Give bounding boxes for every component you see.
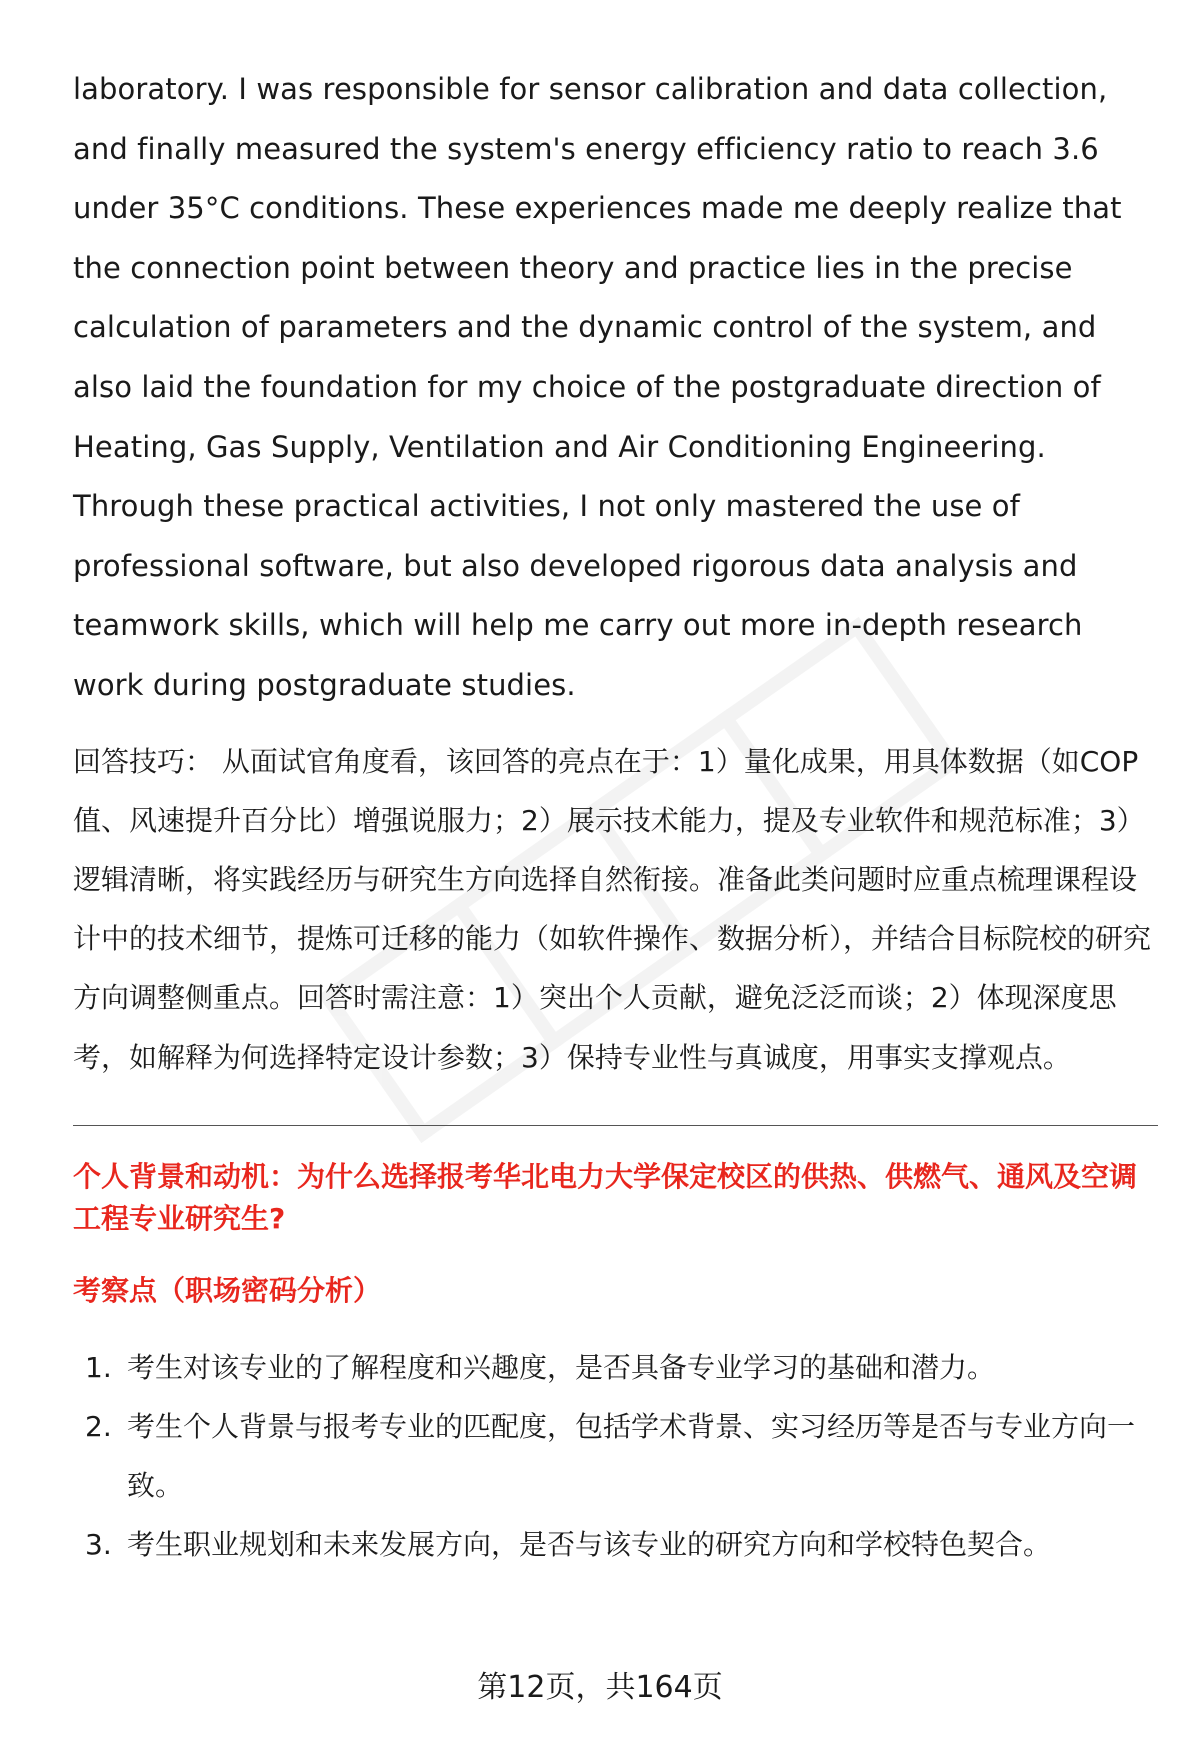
focus-heading: 考察点（职场密码分析） bbox=[73, 1273, 382, 1307]
section-divider bbox=[73, 1125, 1158, 1126]
list-item-text: 考生职业规划和未来发展方向，是否与该专业的研究方向和学校特色契合。 bbox=[127, 1527, 1052, 1561]
list-item bbox=[73, 1397, 1158, 1515]
question-title: 个人背景和动机：为什么选择报考华北电力大学保定校区的供热、供燃气、通风及空调工程专业研究生? bbox=[73, 1159, 1138, 1235]
list-item-text: 考生个人背景与报考专业的匹配度，包括学术背景、实习经历等是否与专业方向一致。 bbox=[127, 1409, 1136, 1502]
focus-list bbox=[73, 1338, 1158, 1574]
list-item-number: 1. bbox=[85, 1350, 112, 1384]
list-item-text: 考生对该专业的了解程度和兴趣度，是否具备专业学习的基础和潜力。 bbox=[127, 1350, 996, 1384]
document-page bbox=[73, 60, 1158, 1574]
list-item-number: 3. bbox=[85, 1527, 112, 1561]
list-item bbox=[73, 1515, 1158, 1574]
list-item bbox=[73, 1338, 1158, 1397]
list-item-number: 2. bbox=[85, 1409, 112, 1443]
page-number: 第12页，共164页 bbox=[477, 1670, 723, 1705]
body-paragraph: laboratory. I was responsible for sensor calibration and data collection, and finally measured the system's energy efficiency ratio to reach 3.6 under 35°C conditions. These experiences made me deeply realize that the connection point between theory and practice lies in the precise calculation of parameters and the dynamic control of the system, and also laid the foundation for my choice of the postgraduate direction of Heating, Gas Supply, Ventilation and Air Conditioning Engineering. Through these practical activities, I not only mastered the use of professional software, but also developed rigorous data analysis and teamwork skills, which will help me carry out more in-depth research work during postgraduate studies. bbox=[73, 72, 1122, 702]
tips-label: 回答技巧： bbox=[73, 744, 214, 778]
tips-paragraph bbox=[73, 732, 1158, 1087]
tips-text: 从面试官角度看，该回答的亮点在于：1）量化成果，用具体数据（如COP值、风速提升百分比）增强说服力；2）展示技术能力，提及专业软件和规范标准；3）逻辑清晰，将实践经历与研究生方向选择自然衔接。准备此类问题时应重点梳理课程设计中的技术细节，提炼可迁移的能力（如软件操作、数据分析），并结合目标院校的研究方向调整侧重点。回答时需注意：1）突出个人贡献，避免泛泛而谈；2）体现深度思考，如解释为何选择特定设计参数；3）保持专业性与真诚度，用事实支撑观点。 bbox=[73, 744, 1152, 1074]
